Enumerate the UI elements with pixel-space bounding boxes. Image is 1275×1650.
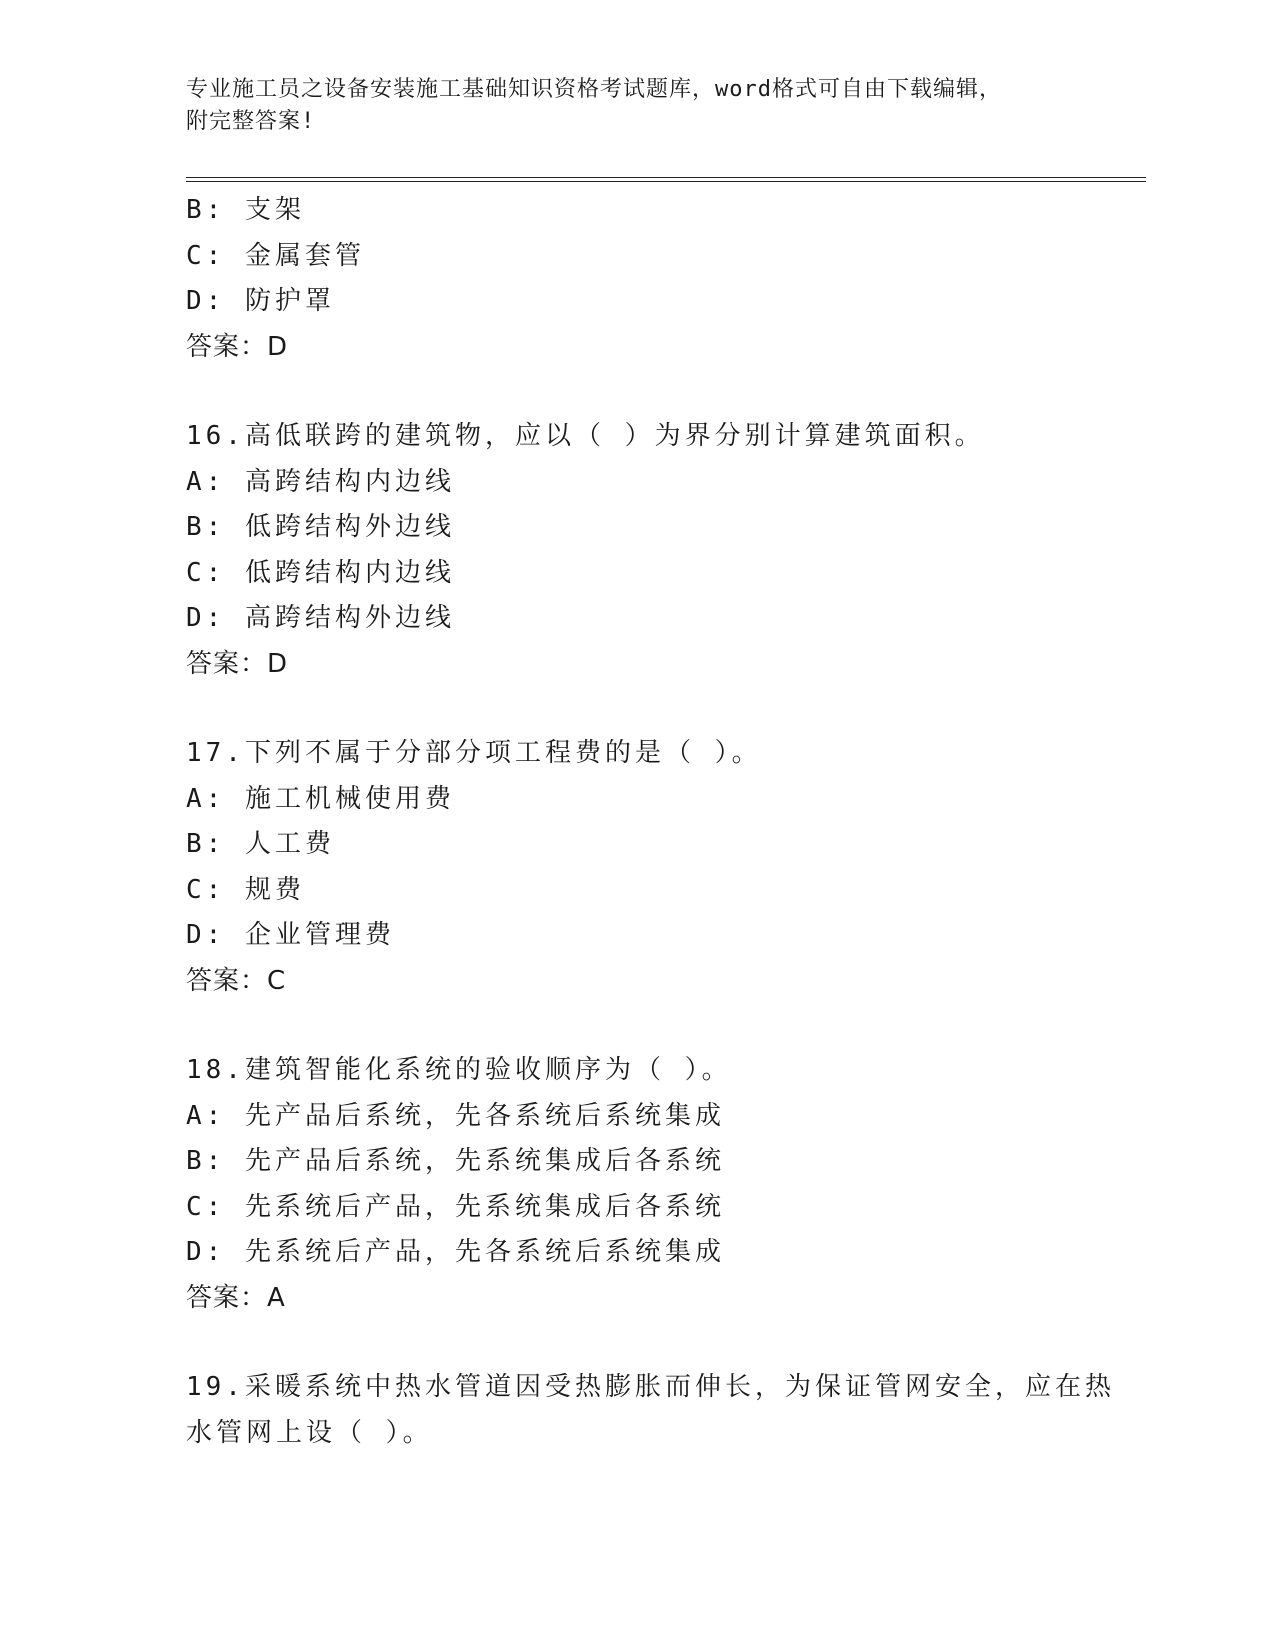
option-c: C: 低跨结构内边线 [186,557,455,588]
option-c: C: 先系统后产品，先系统集成后各系统 [186,1191,725,1222]
option-b: B: 低跨结构外边线 [186,512,455,542]
question-list [186,188,1146,1456]
question-16 [186,414,1146,687]
option-a: A: 高跨结构内边线 [186,466,455,497]
question-stem: 18.建筑智能化系统的验收顺序为（ ）。 [186,1055,732,1085]
option-a: A: 施工机械使用费 [186,783,455,814]
header-line-1: 专业施工员之设备安装施工基础知识资格考试题库，word格式可自由下载编辑， [186,77,1002,102]
answer-line: 答案：A [186,1282,286,1313]
option-d: D: 高跨结构外边线 [186,603,455,633]
option-b: B: 支架 [186,195,305,225]
document-page [186,0,1146,1650]
option-d: D: 先系统后产品，先各系统后系统集成 [186,1237,725,1267]
answer-line: 答案：D [186,648,289,679]
header-line-2: 附完整答案! [186,109,316,134]
question-19 [186,1365,1146,1456]
question-stem: 17.下列不属于分部分项工程费的是（ ）。 [186,738,762,768]
answer-line: 答案：D [186,331,289,362]
answer-line: 答案：C [186,965,287,996]
question-stem-line-1: 19.采暖系统中热水管道因受热膨胀而伸长，为保证管网安全，应在热 [186,1372,1115,1402]
option-d: D: 防护罩 [186,286,335,316]
question-stem: 16.高低联跨的建筑物，应以（ ）为界分别计算建筑面积。 [186,421,985,451]
question-17 [186,731,1146,1004]
header-divider [186,177,1146,182]
question-15-continued [186,188,1146,370]
option-b: B: 人工费 [186,829,335,859]
option-d: D: 企业管理费 [186,920,395,950]
question-18 [186,1048,1146,1321]
question-stem-line-2: 水管网上设（ ）。 [186,1417,433,1448]
option-a: A: 先产品后系统，先各系统后系统集成 [186,1100,725,1131]
document-header [186,74,1086,138]
option-c: C: 规费 [186,874,305,905]
option-c: C: 金属套管 [186,240,365,271]
option-b: B: 先产品后系统，先系统集成后各系统 [186,1146,725,1176]
